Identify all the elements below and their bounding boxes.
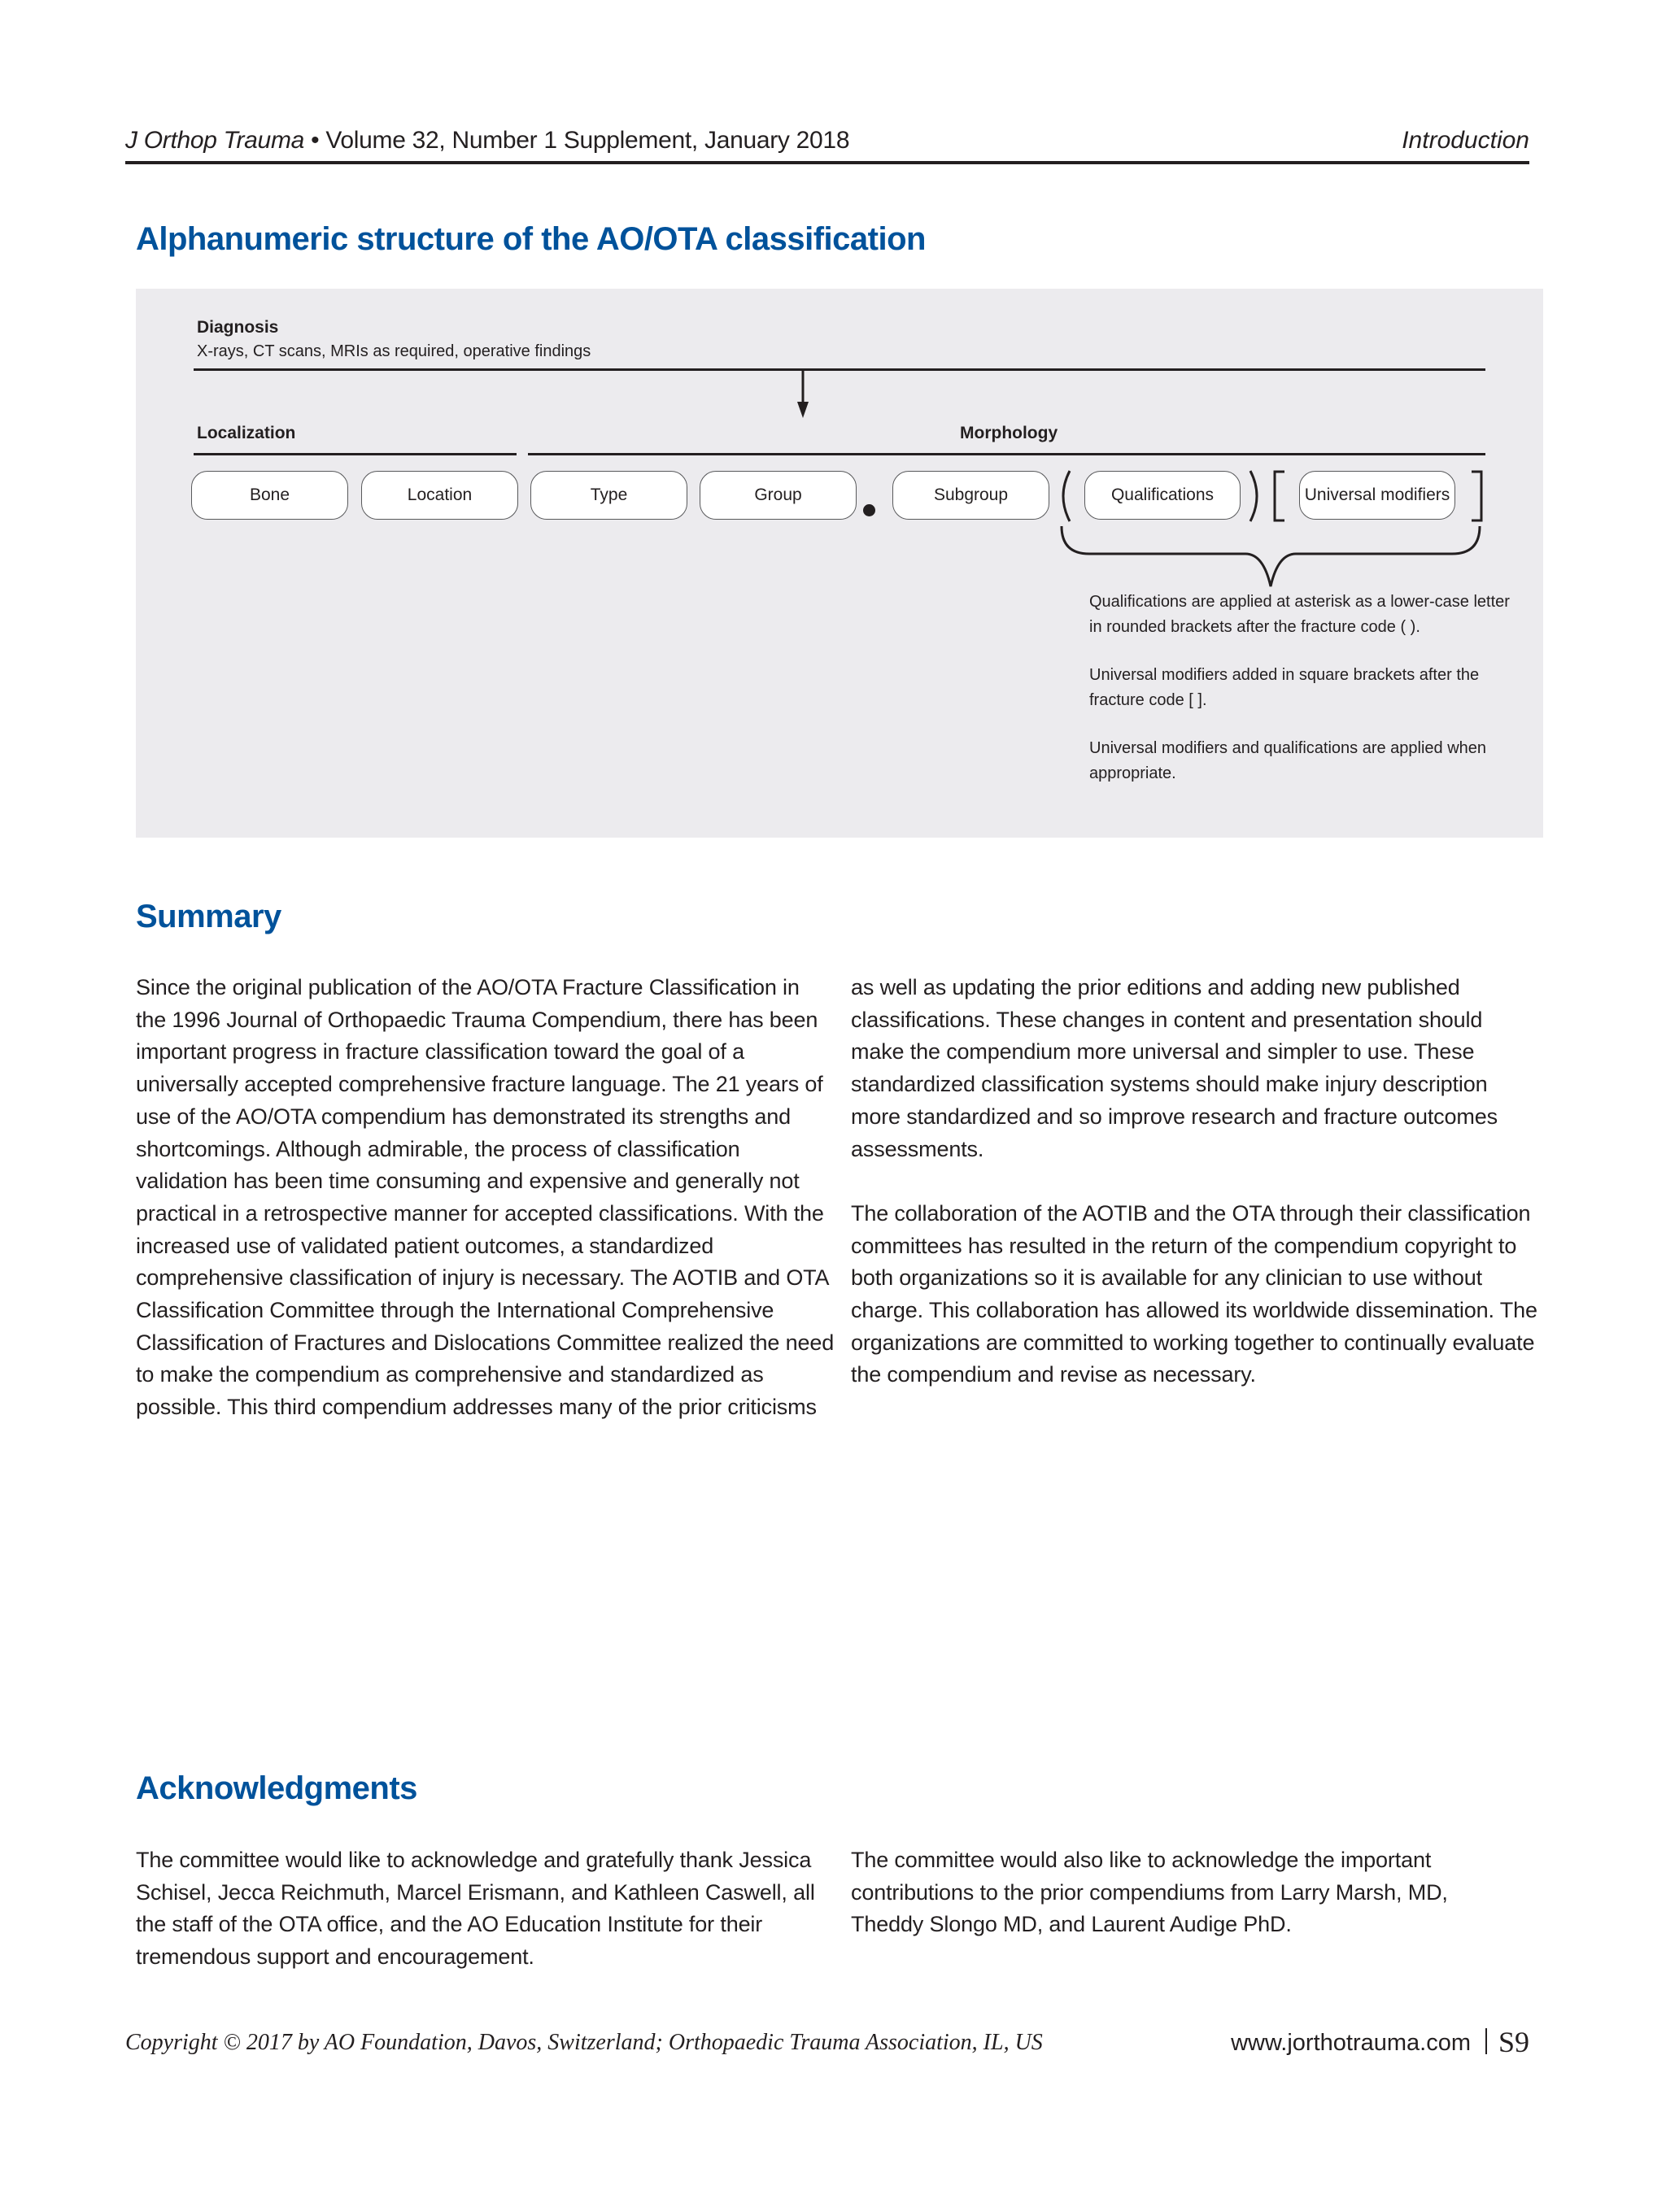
diagnosis-label: Diagnosis <box>197 318 279 337</box>
note-qualifications: Qualifications are applied at asterisk as a lower-case letter in rounded brackets after the fracture code ( ). <box>1089 593 1510 636</box>
acknowledgments-right-column <box>851 1844 1506 1941</box>
localization-rule <box>194 453 517 455</box>
acknowledgments-paragraph-1: The committee would like to acknowledge and gratefully thank Jessica Schisel, Jecca Reichmuth, Marcel Erismann, and Kathleen Caswell, all the staff of the OTA office, and the AO Education Institute for their tremendous support and encouragement. <box>136 1848 815 1970</box>
figure-title: Alphanumeric structure of the AO/OTA classification <box>136 221 926 257</box>
box-group: Group <box>700 471 857 520</box>
localization-label: Localization <box>197 424 296 442</box>
page-number: S9 <box>1498 2026 1529 2058</box>
summary-paragraph-3: The collaboration of the AOTIB and the OTA through their classification committees has resulted in the return of the compendium copyright to both organizations so it is available for any clinician to use without charge. This collaboration has allowed its worldwide dissemination. The organizations are committed to working together to continually evaluate the compendium and revise as necessary. <box>851 1200 1537 1387</box>
section-name: Introduction <box>1402 127 1529 154</box>
acknowledgments-left-column <box>136 1844 815 1974</box>
morphology-rule <box>528 453 1485 455</box>
bullet-separator: • <box>311 127 320 154</box>
note-when-appropriate: Universal modifiers and qualifications are applied when appropriate. <box>1089 739 1487 782</box>
page-footer <box>125 2025 1529 2061</box>
box-type: Type <box>530 471 687 520</box>
box-universal-modifiers: Universal modifiers <box>1299 471 1455 520</box>
acknowledgments-paragraph-2: The committee would also like to acknowledge the important contributions to the prior compendiums from Larry Marsh, MD, Theddy Slongo MD, and Laurent Audige PhD. <box>851 1848 1448 1937</box>
summary-left-column <box>136 972 835 1424</box>
acknowledgments-heading: Acknowledgments <box>136 1770 417 1806</box>
summary-paragraph-1: Since the original publication of the AO/OTA Fracture Classification in the 1996 Journal of Orthopaedic Trauma Compendium, there has been important progress in fracture classification toward the goal of a universally accepted comprehensive fracture language. The 21 years of use of the AO/OTA compendium has demonstrated its strengths and shortcomings. Although admirable, the process of classification validation has been time consuming and expensive and generally not practical in a retrospective manner for accepted classifications. With the increased use of validated patient outcomes, a standardized comprehensive classification of injury is necessary. The AOTIB and OTA Classification Committee through the International Comprehensive Classification of Fractures and Dislocations Committee realized the need to make the compendium as comprehensive and standardized as possible. This third compendium addresses many of the prior criticisms <box>136 975 835 1420</box>
open-paren-icon <box>1053 469 1075 523</box>
copyright-notice: Copyright © 2017 by AO Foundation, Davos, Switzerland; Orthopaedic Trauma Association, IL, US <box>125 2030 1043 2055</box>
note-universal-modifiers: Universal modifiers added in square brackets after the fracture code [ ]. <box>1089 666 1480 709</box>
running-header <box>125 122 1529 164</box>
dot-separator <box>863 504 875 516</box>
arrow-down-icon <box>795 369 811 420</box>
classification-diagram <box>136 289 1543 838</box>
journal-name: J Orthop Trauma <box>125 127 305 154</box>
issue-info: Volume 32, Number 1 Supplement, January 2018 <box>325 127 850 154</box>
box-location: Location <box>361 471 518 520</box>
diagnosis-rule <box>194 368 1485 371</box>
summary-heading: Summary <box>136 899 281 934</box>
box-subgroup: Subgroup <box>892 471 1049 520</box>
box-qualifications: Qualifications <box>1084 471 1241 520</box>
close-paren-icon <box>1245 469 1267 523</box>
journal-citation <box>125 127 849 155</box>
morphology-label: Morphology <box>960 424 1058 442</box>
diagnosis-sublabel: X-rays, CT scans, MRIs as required, operative findings <box>197 342 591 360</box>
box-bone: Bone <box>191 471 348 520</box>
curly-brace-icon <box>1053 525 1488 590</box>
close-bracket-icon <box>1470 469 1485 523</box>
journal-url-link[interactable]: www.jorthotrauma.com <box>1231 2030 1471 2056</box>
open-bracket-icon <box>1271 469 1286 523</box>
footer-divider <box>1485 2028 1487 2054</box>
summary-paragraph-2: as well as updating the prior editions and adding new published classifications. These changes in content and presentation should make the compendium more universal and simpler to use. These standardized classification systems should make injury description more standardized and so improve research and fracture outcomes assessments. <box>851 975 1498 1161</box>
summary-right-column <box>851 972 1538 1391</box>
